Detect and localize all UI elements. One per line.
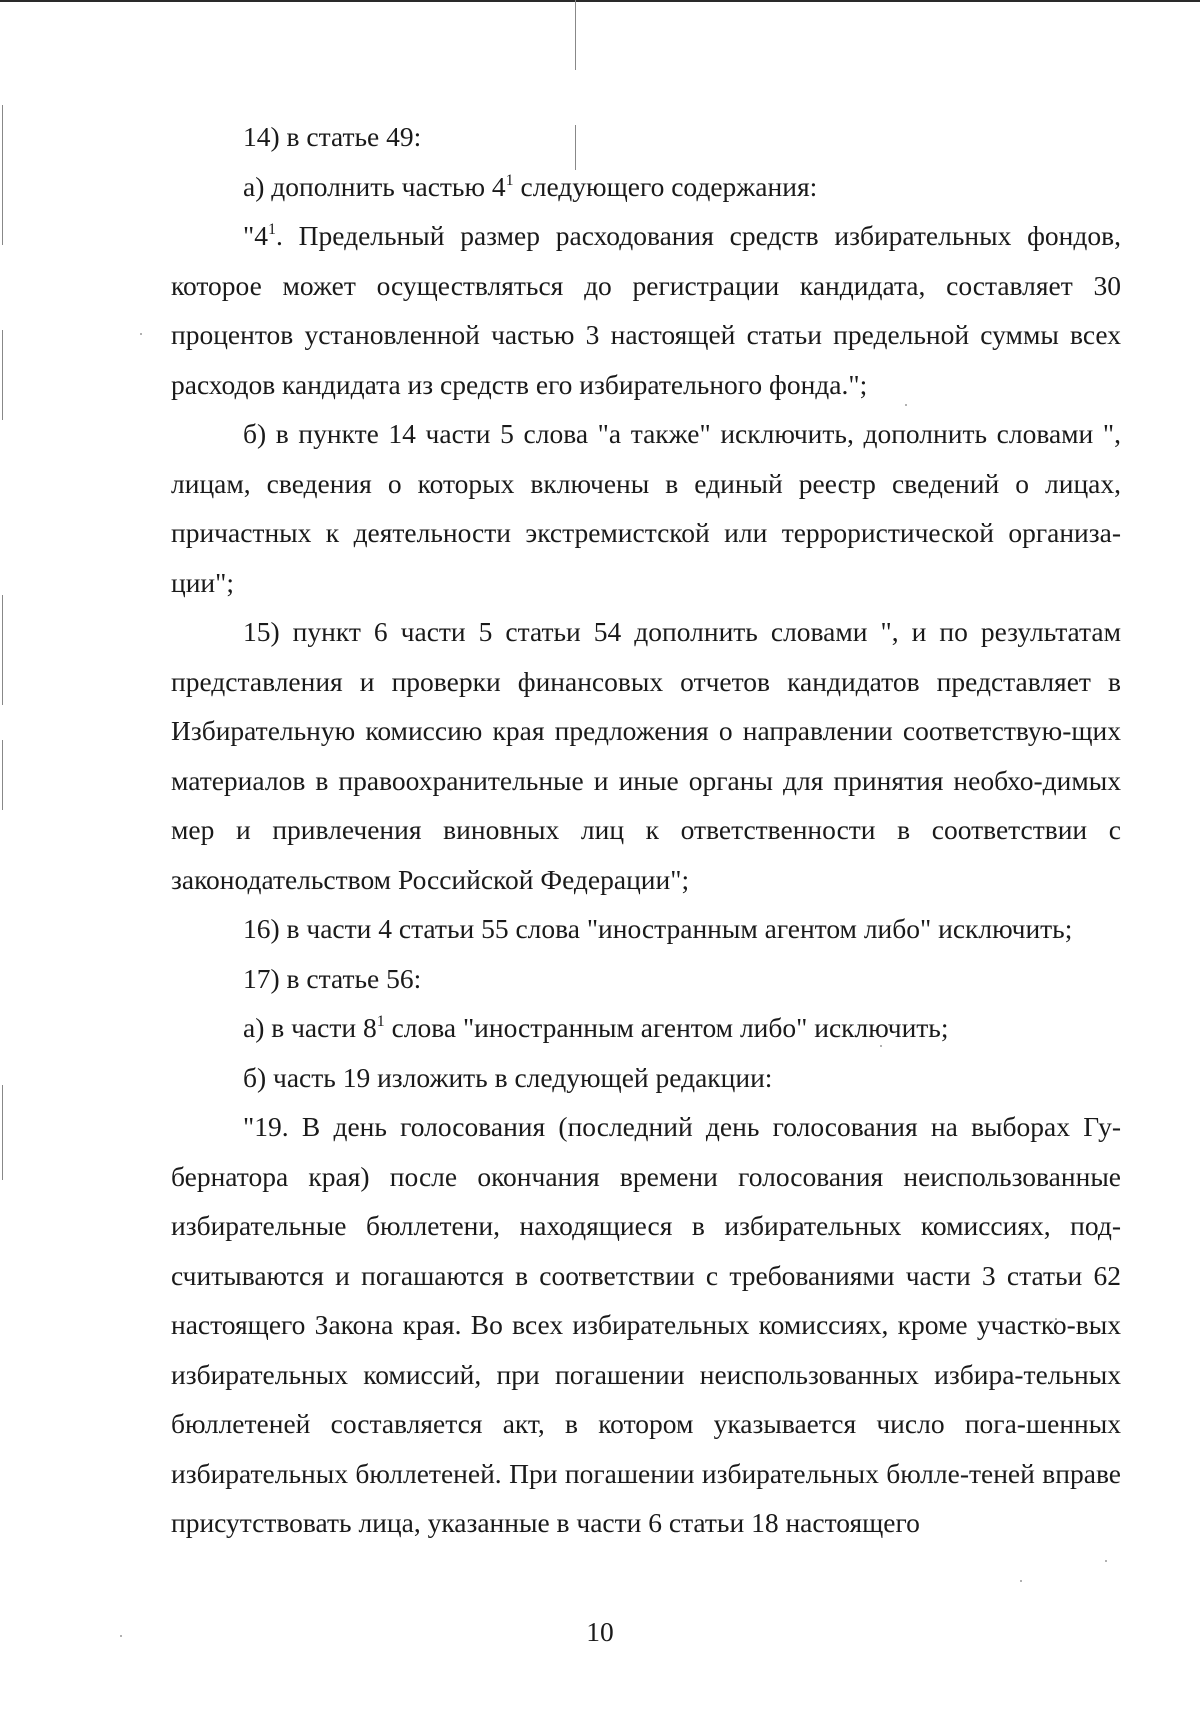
page-top-edge <box>0 0 1200 2</box>
paragraph-text: 15) пункт 6 части 5 статьи 54 дополнить словами ", и по результатам представления и проверки финансовых отчетов кандидатов представляет в Избирательную комиссию края предложения о направлении соответствую-щих материалов в правоохранительные и иные органы для принятия необхо-димых мер и привлечения виновных лиц к ответственности в соответствии с законодательством Российской Федерации"; <box>171 616 1121 895</box>
scan-artifact-line <box>2 740 3 810</box>
scan-artifact-line <box>2 1085 3 1180</box>
document-body <box>171 112 1121 1548</box>
superscript: 1 <box>376 1013 385 1030</box>
scan-speck <box>140 333 142 335</box>
amendment-item-14b <box>171 409 1121 607</box>
scan-artifact-line <box>2 595 3 705</box>
superscript: 1 <box>267 221 276 238</box>
paragraph-text: 17) в статье 56: <box>243 962 422 994</box>
paragraph-text: слова "иностранным агентом либо" исключить; <box>384 1012 949 1043</box>
amendment-item-16 <box>171 904 1121 954</box>
amendment-item-14a <box>171 162 1121 212</box>
paragraph-text: а) дополнить частью 4 <box>243 170 506 202</box>
amendment-part-19-text <box>171 1102 1121 1548</box>
paragraph-text: б) часть 19 изложить в следующей редакции: <box>243 1061 773 1093</box>
paragraph-text: а) в части 8 <box>243 1012 377 1043</box>
scan-speck <box>1105 1560 1107 1562</box>
amendment-item-17a <box>171 1003 1121 1053</box>
amendment-item-14 <box>171 112 1121 162</box>
paragraph-text: "4 <box>243 220 268 251</box>
amendment-item-17b <box>171 1053 1121 1103</box>
amendment-item-17 <box>171 954 1121 1004</box>
scan-artifact-line <box>575 0 576 70</box>
amendment-item-15 <box>171 607 1121 904</box>
scan-speck <box>1020 1580 1022 1582</box>
paragraph-text: 16) в части 4 статьи 55 слова "иностранным агентом либо" исключить; <box>243 913 1073 944</box>
amendment-part-4-1-text <box>171 211 1121 409</box>
paragraph-text: следующего содержания: <box>513 170 818 202</box>
scan-artifact-line <box>2 105 3 245</box>
paragraph-text: б) в пункте 14 части 5 слова "а также" исключить, дополнить словами ", лицам, сведения о которых включены в единый реестр сведений о лицах, причастных к деятельности экстремистской или террористической организа-ции"; <box>171 418 1121 598</box>
scan-artifact-line <box>2 330 3 420</box>
page-number: 10 <box>586 1616 614 1647</box>
superscript: 1 <box>505 171 514 189</box>
paragraph-text: 14) в статье 49: <box>243 121 422 152</box>
paragraph-text: . Предельный размер расходования средств избирательных фондов, которое может осуществляться до регистрации кандидата, составляет 30 процентов установленной частью 3 настоящей статьи предельной суммы всех расходов кандидата из средств его избирательного фонда."; <box>171 220 1121 400</box>
paragraph-text: "19. В день голосования (последний день голосования на выборах Гу-бернатора края) после окончания времени голосования неиспользованные избирательные бюллетени, находящиеся в избирательных комиссиях, под-считываются и погашаются в соответствии с требованиями части 3 статьи 62 настоящего Закона края. Во всех избирательных комиссиях, кроме участко-вых избирательных комиссий, при погашении неиспользованных избира-тельных бюллетеней составляется акт, в котором указывается число пога-шенных избирательных бюллетеней. При погашении избирательных бюлле-теней вправе присутствовать лица, указанные в части 6 статьи 18 настоящего <box>171 1111 1121 1538</box>
